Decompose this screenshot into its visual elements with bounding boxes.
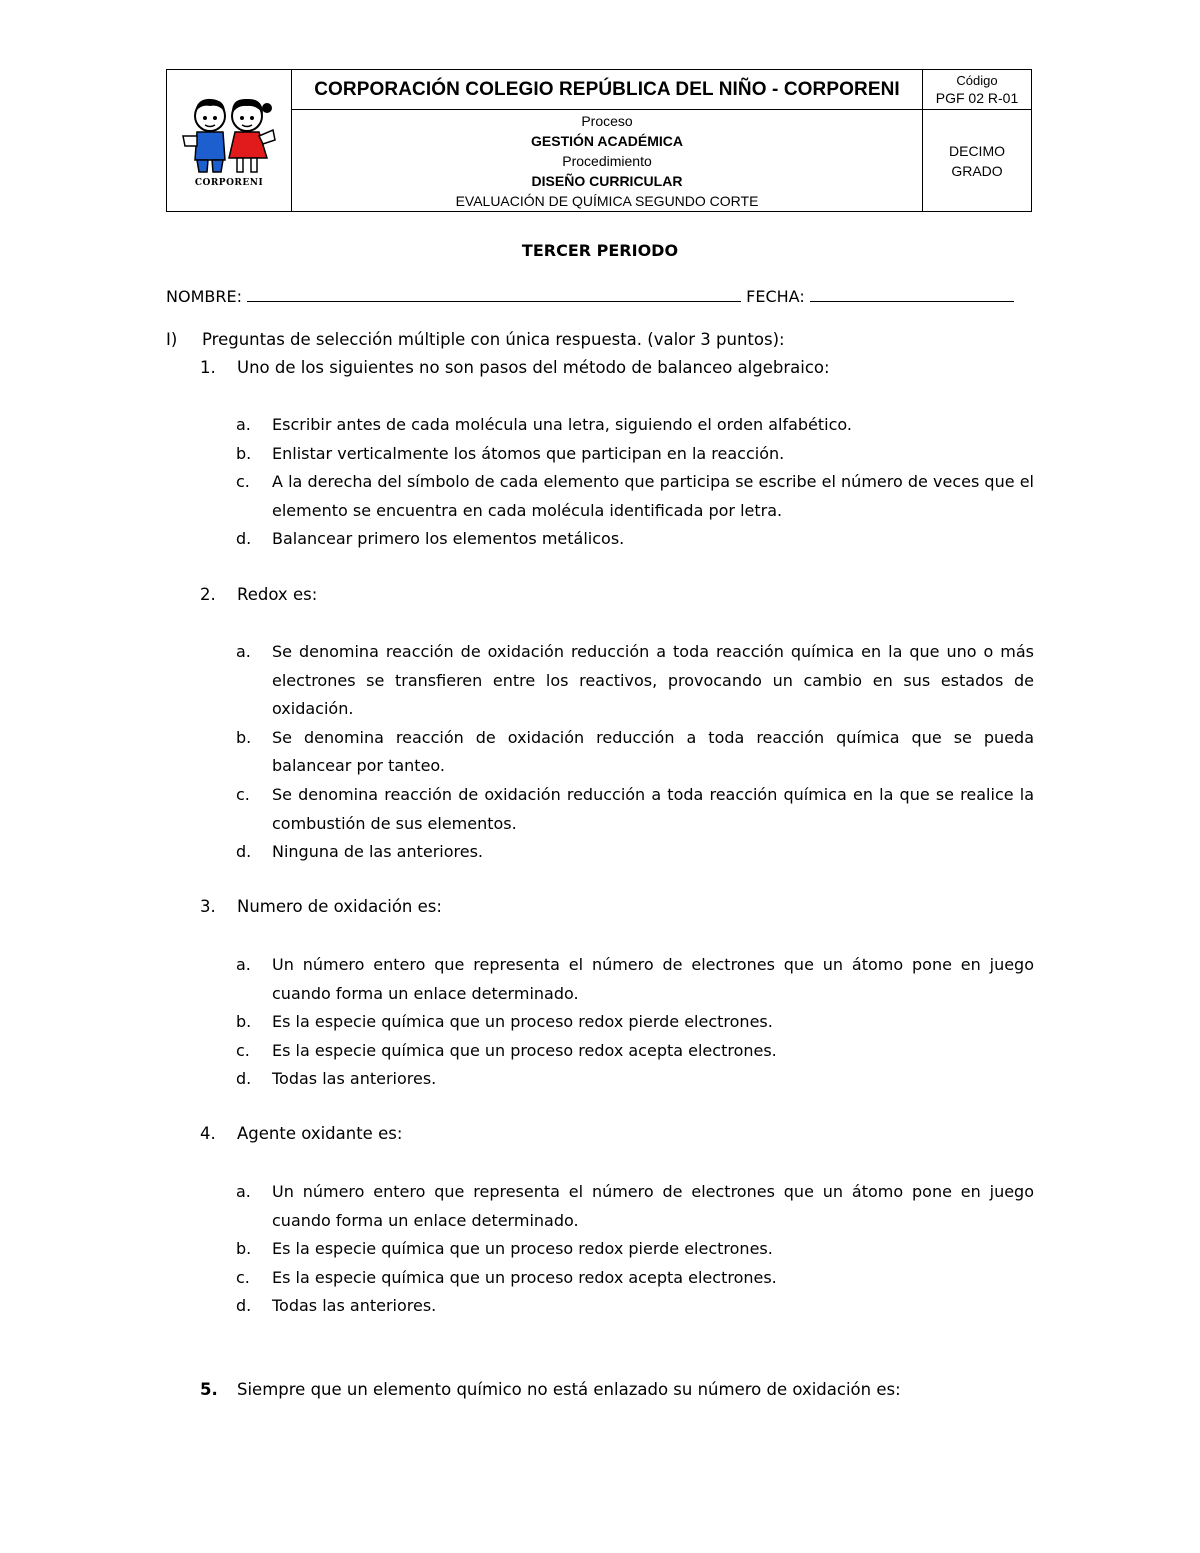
grade-line-2: GRADO bbox=[951, 162, 1003, 179]
option-letter: c. bbox=[236, 1040, 250, 1060]
grade-cell bbox=[923, 110, 1032, 212]
option-letter: c. bbox=[236, 784, 250, 804]
question-text: Agente oxidante es: bbox=[237, 1124, 403, 1143]
name-field[interactable] bbox=[247, 285, 741, 302]
period-heading: TERCER PERIODO bbox=[521, 241, 679, 260]
option-letter: a. bbox=[236, 642, 251, 661]
option-text: Se denomina reacción de oxidación reducción a toda reacción química en la que uno o más electrones se transfieren entre los reactivos, provocando un cambio en sus estados de oxidación. bbox=[272, 642, 1034, 719]
section-title: Preguntas de selección múltiple con única respuesta. (valor 3 puntos): bbox=[202, 330, 785, 349]
name-label: NOMBRE: bbox=[166, 287, 242, 306]
option-text: Se denomina reacción de oxidación reducción a toda reacción química que se pueda balancear por tanteo. bbox=[272, 727, 1034, 776]
option-letter: d. bbox=[236, 1296, 252, 1316]
section-heading bbox=[166, 330, 785, 349]
option-letter: c. bbox=[236, 472, 250, 492]
option-letter: d. bbox=[236, 529, 252, 549]
option-text: Un número entero que representa el número de electrones que un átomo pone en juego cuando forma un enlace determinado. bbox=[272, 1182, 1034, 1230]
option-d[interactable] bbox=[236, 1292, 1034, 1321]
option-letter: b. bbox=[236, 727, 252, 747]
option-text: Todas las anteriores. bbox=[272, 1296, 437, 1316]
option-letter: b. bbox=[236, 443, 252, 463]
option-a[interactable] bbox=[236, 638, 1034, 724]
option-text: Escribir antes de cada molécula una letra, siguiendo el orden alfabético. bbox=[272, 415, 852, 434]
process-cell bbox=[292, 110, 923, 212]
option-a[interactable] bbox=[236, 951, 1034, 1008]
question-2 bbox=[200, 585, 1034, 604]
option-a[interactable] bbox=[236, 411, 1034, 440]
question-text: Siempre que un elemento químico no está enlazado su número de oxidación es: bbox=[237, 1380, 901, 1399]
option-letter: b. bbox=[236, 1239, 252, 1259]
question-number: 2. bbox=[200, 585, 216, 604]
option-b[interactable] bbox=[236, 1008, 1034, 1037]
option-letter: a. bbox=[236, 1182, 251, 1201]
document-header bbox=[166, 69, 1032, 212]
option-c[interactable] bbox=[236, 1037, 1034, 1066]
date-field[interactable] bbox=[810, 285, 1014, 302]
question-5 bbox=[200, 1380, 1034, 1399]
option-text: Ninguna de las anteriores. bbox=[272, 842, 484, 862]
option-d[interactable] bbox=[236, 838, 1034, 867]
option-c[interactable] bbox=[236, 468, 1034, 525]
date-label: FECHA: bbox=[746, 287, 805, 306]
option-text: Se denomina reacción de oxidación reducción a toda reacción química en la que se realice la combustión de sus elementos. bbox=[272, 784, 1034, 833]
option-a[interactable] bbox=[236, 1178, 1034, 1235]
option-d[interactable] bbox=[236, 525, 1034, 554]
procedure-label: Procedimiento bbox=[562, 152, 652, 169]
logo-cell bbox=[167, 70, 292, 212]
option-letter: c. bbox=[236, 1267, 250, 1287]
question-1 bbox=[200, 358, 1034, 377]
option-text: Es la especie química que un proceso redox acepta electrones. bbox=[272, 1267, 777, 1287]
question-2-options bbox=[236, 638, 1034, 867]
logo-caption: CORPORENI bbox=[194, 177, 264, 188]
procedure-value: DISEÑO CURRICULAR bbox=[531, 172, 683, 189]
question-4 bbox=[200, 1124, 1034, 1143]
question-1-options bbox=[236, 411, 1034, 554]
code-label: Código bbox=[956, 72, 998, 88]
section-number: I) bbox=[166, 330, 178, 349]
question-text: Numero de oxidación es: bbox=[237, 897, 442, 916]
question-number: 3. bbox=[200, 897, 216, 916]
option-letter: a. bbox=[236, 415, 251, 434]
option-letter: b. bbox=[236, 1012, 252, 1032]
name-date-line bbox=[166, 285, 1034, 306]
corporeni-logo-icon bbox=[177, 94, 281, 180]
option-text: Enlistar verticalmente los átomos que participan en la reacción. bbox=[272, 443, 785, 463]
code-value: PGF 02 R-01 bbox=[935, 89, 1019, 106]
option-text: Todas las anteriores. bbox=[272, 1069, 437, 1089]
option-text: Un número entero que representa el número de electrones que un átomo pone en juego cuando forma un enlace determinado. bbox=[272, 955, 1034, 1003]
process-label: Proceso bbox=[581, 112, 633, 129]
institution-title: CORPORACIÓN COLEGIO REPÚBLICA DEL NIÑO - CORPORENI bbox=[292, 70, 923, 110]
option-c[interactable] bbox=[236, 1264, 1034, 1293]
question-3-options bbox=[236, 951, 1034, 1094]
question-3 bbox=[200, 897, 1034, 916]
option-c[interactable] bbox=[236, 781, 1034, 838]
evaluation-title: EVALUACIÓN DE QUÍMICA SEGUNDO CORTE bbox=[455, 192, 759, 209]
option-text: Es la especie química que un proceso redox pierde electrones. bbox=[272, 1239, 773, 1259]
option-b[interactable] bbox=[236, 440, 1034, 469]
question-number: 5. bbox=[200, 1380, 218, 1399]
option-b[interactable] bbox=[236, 1235, 1034, 1264]
option-d[interactable] bbox=[236, 1065, 1034, 1094]
option-letter: d. bbox=[236, 1069, 252, 1089]
option-text: Es la especie química que un proceso redox pierde electrones. bbox=[272, 1012, 773, 1032]
option-text: Balancear primero los elementos metálicos. bbox=[272, 529, 625, 549]
grade-line-1: DECIMO bbox=[949, 142, 1005, 159]
question-text: Redox es: bbox=[237, 585, 318, 604]
option-b[interactable] bbox=[236, 724, 1034, 781]
code-cell bbox=[923, 70, 1032, 110]
option-letter: d. bbox=[236, 842, 252, 862]
process-value: GESTIÓN ACADÉMICA bbox=[531, 132, 683, 149]
question-number: 1. bbox=[200, 358, 216, 377]
option-text: Es la especie química que un proceso redox acepta electrones. bbox=[272, 1040, 777, 1060]
question-text: Uno de los siguientes no son pasos del método de balanceo algebraico: bbox=[237, 358, 830, 377]
question-4-options bbox=[236, 1178, 1034, 1321]
option-text: A la derecha del símbolo de cada elemento que participa se escribe el número de veces que el elemento se encuentra en cada molécula identificada por letra. bbox=[272, 472, 1034, 520]
question-number: 4. bbox=[200, 1124, 216, 1143]
option-letter: a. bbox=[236, 955, 251, 974]
